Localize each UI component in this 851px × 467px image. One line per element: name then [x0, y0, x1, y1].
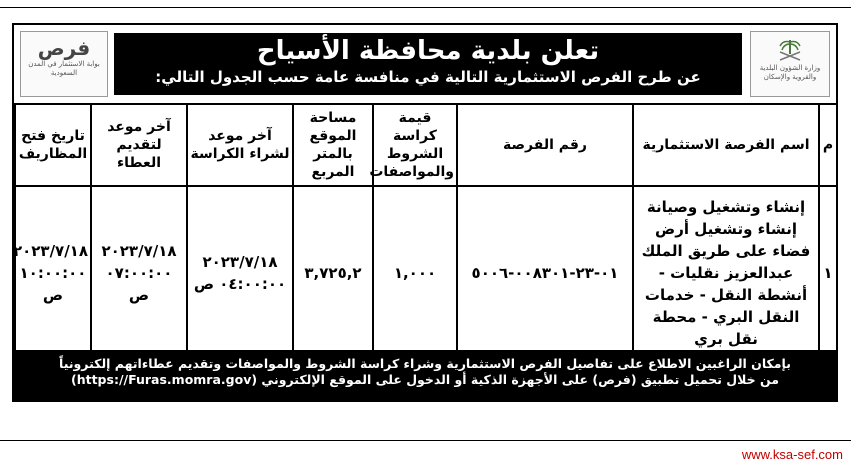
website-link[interactable]: www.ksa-sef.com: [741, 447, 843, 462]
ad-subtitle: عن طرح الفرص الاستثمارية التالية في منافسة عامة حسب الجدول التالي:: [155, 68, 701, 86]
ad-title: تعلن بلدية محافظة الأسياح: [256, 36, 600, 66]
top-rule: [0, 7, 851, 8]
column-header-number: رقم الفرصة: [457, 104, 633, 186]
column-header-area: مساحة الموقع بالمتر المربع: [293, 104, 373, 186]
ministry-logo: [750, 31, 830, 97]
booklet-price: ١,٠٠٠: [373, 186, 457, 360]
furas-logo-word: فرص: [37, 36, 91, 60]
furas-logo-caption: بوابة الاستثمار في المدن السعودية: [28, 60, 100, 77]
title-banner: [114, 33, 742, 95]
column-header-name: اسم الفرصة الاستثمارية: [633, 104, 819, 186]
footer-notice: [14, 350, 836, 400]
column-header-submission-deadline: آخر موعد لتقديم العطاء: [91, 104, 187, 186]
table-header-row: [15, 104, 837, 186]
column-header-opening-date: تاريخ فتح المظاريف: [15, 104, 91, 186]
submission-deadline: ٢٠٢٣/٧/١٨ ٠٧:٠٠:٠٠ ص: [91, 186, 187, 360]
ministry-logo-caption: وزارة الشؤون البلدية والقروية والإسكان: [759, 64, 821, 81]
column-header-booklet-price: قيمة كراسة الشروط والمواصفات: [373, 104, 457, 186]
furas-logo: [20, 31, 108, 97]
row-index: ١: [819, 186, 837, 360]
advertisement-frame: [12, 23, 838, 402]
column-header-index: م: [819, 104, 837, 186]
table-row: [15, 186, 837, 360]
ad-header: [14, 25, 836, 103]
purchase-deadline: ٢٠٢٣/٧/١٨ ٠٤:٠٠:٠٠ ص: [187, 186, 293, 360]
bottom-rule: [0, 440, 851, 441]
opening-date: ٢٠٢٣/٧/١٨ ١٠:٠٠:٠٠ ص: [15, 186, 91, 360]
opportunity-number: ٠١-٢٣-٠٠٨٣٠١-٥٠٠٦: [457, 186, 633, 360]
site-area: ٣,٧٢٥,٢: [293, 186, 373, 360]
footer-line-2: من خلال تحميل تطبيق (فرص) على الأجهزة الذكية أو الدخول على الموقع الإلكتروني (https://Furas.momra.gov): [70, 372, 779, 387]
column-header-purchase-deadline: آخر موعد لشراء الكراسة: [187, 104, 293, 186]
opportunity-name: إنشاء وتشغيل وصيانة إنشاء وتشغيل أرض فضاء على طريق الملك عبدالعزيز نقليات - أنشطة النقل - خدمات النقل البري - محطة نقل بري: [633, 186, 819, 360]
footer-line-1: بإمكان الراغبين الاطلاع على تفاصيل الفرص الاستثمارية وشراء كراسة الشروط والمواصفات وتقديم عطاءاتهم إلكترونياً: [59, 356, 791, 371]
opportunities-table: [14, 103, 838, 361]
palm-swords-emblem-icon: [775, 38, 805, 64]
